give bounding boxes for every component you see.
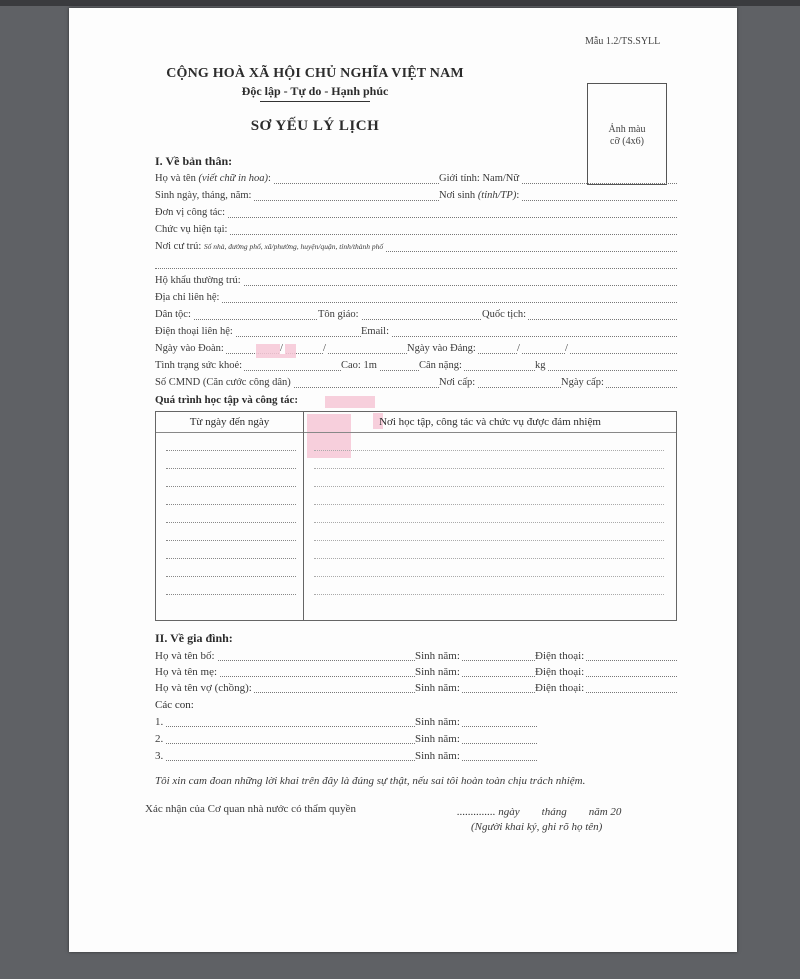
label-nationality: Quốc tịch:: [482, 309, 527, 320]
label-father-phone: Điện thoại:: [535, 650, 585, 662]
row-father: [155, 650, 677, 664]
union-date-slash2: /: [323, 343, 326, 354]
label-household: Hộ khẩu thường trú:: [155, 275, 241, 286]
row-residence-continued: [155, 258, 677, 272]
date-month-label: tháng: [541, 806, 567, 818]
label-full-name: Họ và tên (viết chữ in hoa):: [155, 173, 271, 184]
table-row-line: [166, 558, 296, 559]
row-contact-address: [155, 292, 677, 306]
document-title: SƠ YẾU LÝ LỊCH: [250, 118, 380, 134]
label-child-2: 2.: [155, 733, 164, 745]
table-row-line: [166, 522, 296, 523]
national-motto: Độc lập - Tự do - Hạnh phúc: [241, 84, 389, 98]
table-row-line: [166, 504, 296, 505]
label-height: Cao: 1m: [341, 360, 377, 371]
label-residence: Nơi cư trú: Số nhà, đường phố, xã/phường, huyện/quận, tỉnh/thành phố: [155, 241, 384, 252]
label-dob: Sinh ngày, tháng, năm:: [155, 190, 252, 201]
date-prefix: ..............: [457, 806, 496, 818]
fill-line: [155, 319, 677, 320]
label-mother-birth-year: Sinh năm:: [415, 666, 460, 678]
row-workplace: [155, 207, 677, 221]
history-col-details: Nơi học tập, công tác và chức vụ được đảm nhiệm: [379, 416, 601, 428]
table-header-divider: [156, 432, 676, 433]
redaction-mark: [325, 396, 375, 408]
history-heading: Quá trình học tập và công tác:: [155, 394, 298, 406]
table-row-line: [166, 540, 296, 541]
fill-line: [155, 726, 537, 727]
fill-line: [155, 302, 677, 303]
union-date-slash1: /: [280, 343, 283, 354]
photo-placeholder: [587, 83, 667, 185]
label-weight: Cân nặng:: [419, 360, 462, 371]
label-child-1-birth-year: Sinh năm:: [415, 716, 460, 728]
national-title: CỘNG HOÀ XÃ HỘI CHỦ NGHĨA VIỆT NAM: [166, 66, 464, 81]
table-row-line: [314, 504, 664, 505]
row-child-2: [155, 733, 537, 747]
row-residence: [155, 241, 677, 255]
fill-line: [155, 268, 677, 269]
label-child-1: 1.: [155, 716, 164, 728]
table-row-line: [166, 576, 296, 577]
label-spouse: Họ và tên vợ (chồng):: [155, 682, 252, 694]
label-phone: Điện thoại liên hệ:: [155, 326, 233, 337]
row-ethnicity: [155, 309, 677, 323]
table-row-line: [314, 522, 664, 523]
redaction-mark: [256, 344, 296, 358]
photo-label-line2: cỡ (4x6): [610, 136, 644, 147]
table-row-line: [166, 486, 296, 487]
row-mother: [155, 666, 677, 680]
fill-line: [155, 743, 537, 744]
label-contact-address: Địa chỉ liên hệ:: [155, 292, 220, 303]
document-page: [69, 8, 737, 952]
label-mother: Họ và tên mẹ:: [155, 666, 218, 678]
label-father-birth-year: Sinh năm:: [415, 650, 460, 662]
row-spouse: [155, 682, 677, 696]
label-issued-place: Nơi cấp:: [439, 377, 476, 388]
label-child-3-birth-year: Sinh năm:: [415, 750, 460, 762]
table-row-line: [166, 468, 296, 469]
label-issued-date: Ngày cấp:: [561, 377, 604, 388]
signer-note: (Người khai ký, ghi rõ họ tên): [471, 821, 603, 833]
commitment-statement: Tôi xin cam đoan những lời khai trên đây là đúng sự thật, nếu sai tôi hoàn toàn chịu trách nhiệm.: [155, 775, 586, 787]
section2-heading: II. Về gia đình:: [155, 631, 233, 645]
party-date-slash2: /: [565, 343, 568, 354]
table-row-line: [166, 594, 296, 595]
table-row-line: [314, 576, 664, 577]
label-weight-unit: kg: [535, 360, 546, 371]
table-row-line: [166, 450, 296, 451]
label-father: Họ và tên bố:: [155, 650, 215, 662]
history-table: [155, 411, 677, 621]
viewer-top-bar: [0, 0, 800, 6]
row-phone: [155, 326, 677, 340]
table-column-divider: [303, 412, 304, 620]
label-religion: Tôn giáo:: [318, 309, 359, 320]
photo-label: [588, 124, 666, 148]
fill-line: [155, 234, 677, 235]
authority-confirmation: Xác nhận của Cơ quan nhà nước có thẩm quyền: [145, 803, 356, 815]
row-child-3: [155, 750, 537, 764]
row-health: [155, 360, 677, 374]
table-row-line: [314, 558, 664, 559]
label-spouse-phone: Điện thoại:: [535, 682, 585, 694]
date-year-label: năm 20: [588, 806, 622, 818]
label-spouse-birth-year: Sinh năm:: [415, 682, 460, 694]
label-email: Email:: [361, 326, 389, 337]
label-child-3: 3.: [155, 750, 164, 762]
label-union-date: Ngày vào Đoàn:: [155, 343, 224, 354]
label-ethnicity: Dân tộc:: [155, 309, 191, 320]
label-id-number: Số CMND (Căn cước công dân): [155, 377, 291, 388]
photo-label-line1: Ảnh màu: [608, 124, 646, 135]
row-child-1: [155, 716, 537, 730]
label-gender: Giới tính: Nam/Nữ: [439, 173, 520, 184]
label-child-2-birth-year: Sinh năm:: [415, 733, 460, 745]
row-id-number: [155, 377, 677, 391]
label-children: Các con:: [155, 699, 194, 711]
table-row-line: [314, 486, 664, 487]
form-code: Mẫu 1.2/TS.SYLL: [585, 36, 661, 47]
motto-underline: [260, 101, 370, 102]
row-dob: [155, 190, 677, 204]
table-row-line: [314, 450, 664, 451]
table-row-line: [314, 540, 664, 541]
label-health: Tình trạng sức khoẻ:: [155, 360, 243, 371]
label-workplace: Đơn vị công tác:: [155, 207, 225, 218]
label-position: Chức vụ hiện tại:: [155, 224, 228, 235]
row-household: [155, 275, 677, 289]
label-mother-phone: Điện thoại:: [535, 666, 585, 678]
fill-line: [155, 217, 677, 218]
row-full-name: [155, 173, 677, 187]
section1-heading: I. Về bản thân:: [155, 154, 233, 168]
party-date-slash1: /: [517, 343, 520, 354]
table-row-line: [314, 468, 664, 469]
history-col-dates: Từ ngày đến ngày: [189, 416, 270, 428]
label-party-date: Ngày vào Đảng:: [407, 343, 476, 354]
table-row-line: [314, 594, 664, 595]
signature-date: [457, 806, 621, 818]
label-birthplace: Nơi sinh (tỉnh/TP):: [439, 190, 520, 201]
row-position: [155, 224, 677, 238]
residence-hint: Số nhà, đường phố, xã/phường, huyện/quận, tỉnh/thành phố: [203, 242, 384, 251]
date-day-label: ngày: [498, 806, 520, 818]
row-union-party: [155, 343, 677, 357]
fill-line: [155, 760, 537, 761]
